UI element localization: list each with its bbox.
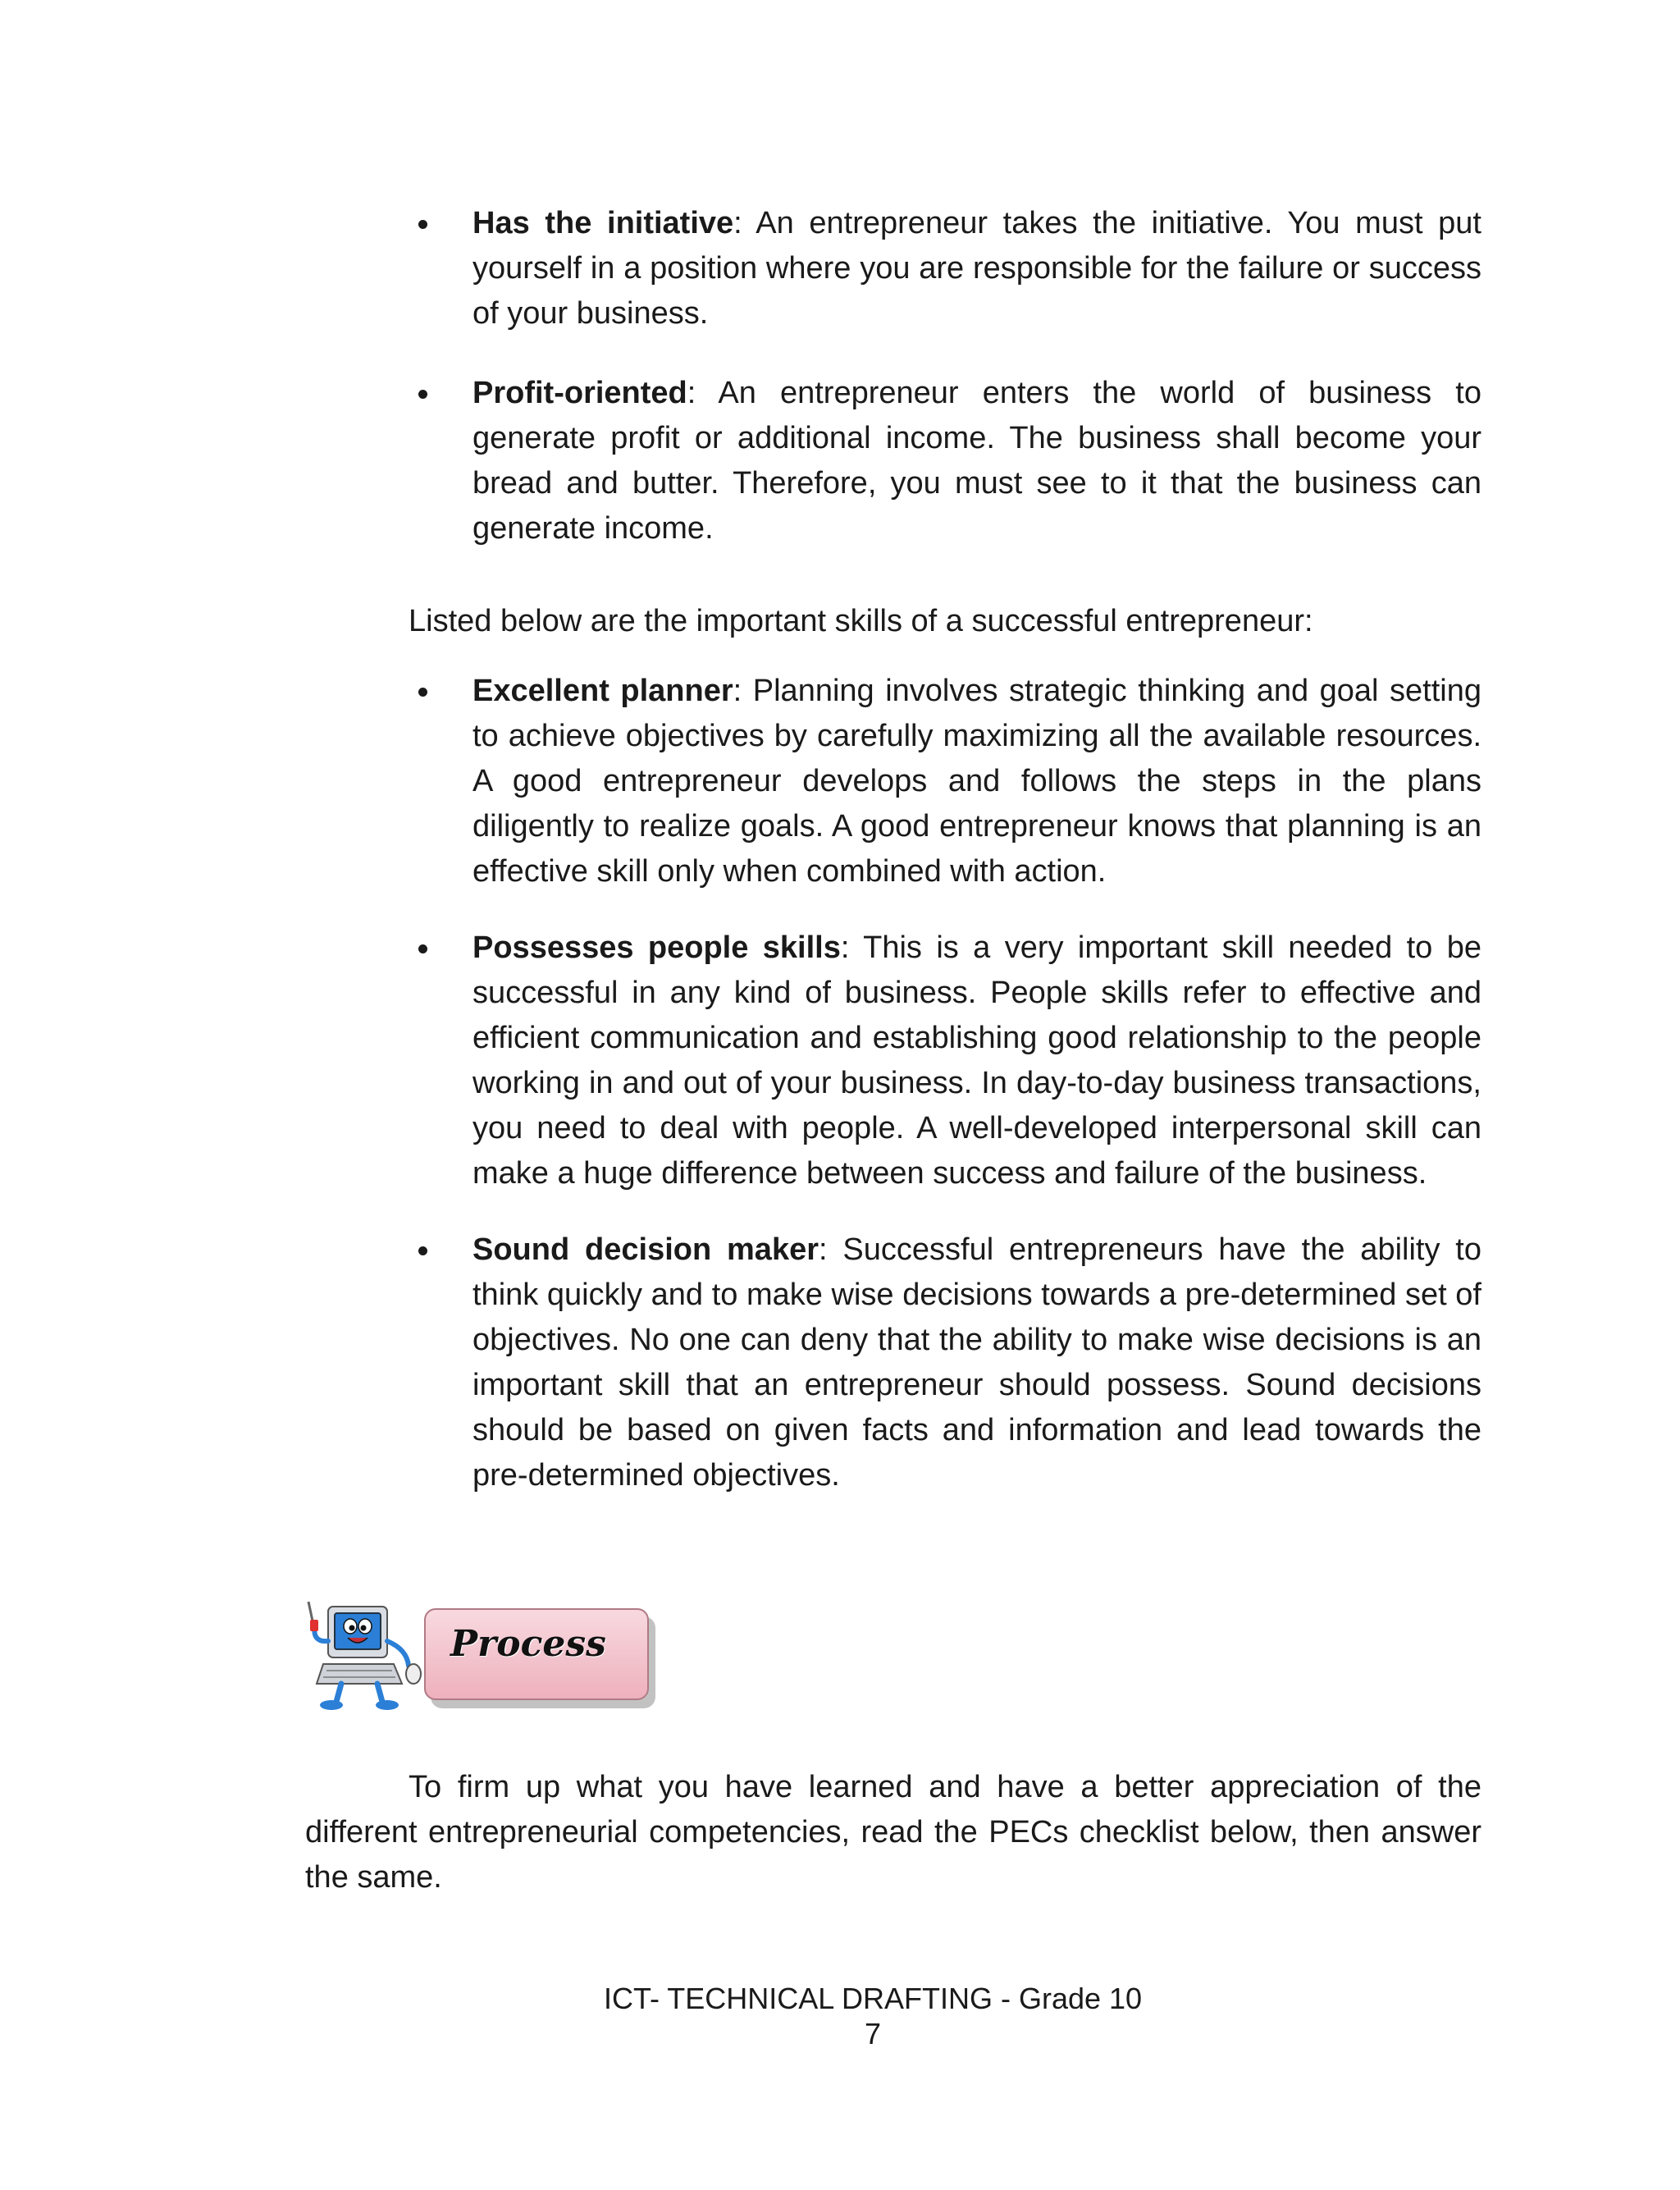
process-section-header <box>305 1584 666 1731</box>
trait-description: An entrepreneur enters the world of business to generate profit or additional income. The business shall become your bread and butter. Therefore, you must see to it that the business can generate income. <box>472 376 1481 546</box>
process-tab <box>424 1608 649 1700</box>
skill-term: Sound decision maker <box>472 1232 819 1267</box>
trait-term: Has the initiative <box>472 206 734 240</box>
list-item: Sound decision maker: Successful entrepreneurs have the ability to think quickly and to make wise decisions towards a pre-determined set of objectives. No one can deny that the ability to make wise decisions is an important skill that an entrepreneur should possess. Sound decisions should be based on given facts and information and lead towards the pre-determined objectives. <box>418 1228 1481 1498</box>
list-item: Has the initiative: An entrepreneur takes the initiative. You must put yourself in a position where you are responsible for the failure or success of your business. <box>418 201 1481 336</box>
skills-intro: Listed below are the important skills of a successful entrepreneur: <box>409 604 1313 638</box>
section-title: Process <box>450 1623 606 1665</box>
footer-title: ICT- TECHNICAL DRAFTING - Grade 10 <box>603 1982 1143 2015</box>
trait-description: An entrepreneur takes the initiative. You must put yourself in a position where you are responsible for the failure or success of your business. <box>472 206 1481 331</box>
skill-term: Possesses people skills <box>472 930 841 965</box>
skill-term: Excellent planner <box>472 674 733 708</box>
bullet-icon <box>418 220 427 229</box>
bullet-icon <box>418 688 427 697</box>
entrepreneur-skills-list <box>418 669 1481 1498</box>
entrepreneur-traits-list <box>418 201 1481 551</box>
skill-description: This is a very important skill needed to be successful in any kind of business. People skills refer to effective and efficient communication and establishing good relationship to the people working in and out of your business. In day-to-day business transactions, you need to deal with people. A well-developed interpersonal skill can make a huge difference between success and failure of the business. <box>472 930 1481 1191</box>
skill-description: Successful entrepreneurs have the ability to think quickly and to make wise decisions towards a pre-determined set of objectives. No one can deny that the ability to make wise decisions is an important skill that an entrepreneur should possess. Sound decisions should be based on given facts and information and lead towards the pre-determined objectives. <box>472 1232 1481 1493</box>
bullet-icon <box>418 1246 427 1255</box>
page-number: 7 <box>864 2017 882 2051</box>
computer-mascot-icon <box>305 1592 428 1715</box>
skill-description: Planning involves strategic thinking and goal setting to achieve objectives by carefully maximizing all the available resources. A good entrepreneur develops and follows the steps in the plans diligently to realize goals. A good entrepreneur knows that planning is an effective skill only when combined with action. <box>472 674 1481 889</box>
closing-paragraph: To firm up what you have learned and have a better appreciation of the different entrepreneurial competencies, read the PECs checklist below, then answer the same. <box>305 1770 1481 1895</box>
trait-term: Profit-oriented <box>472 376 687 410</box>
bullet-icon <box>418 944 427 953</box>
list-item: Profit-oriented: An entrepreneur enters the world of business to generate profit or additional income. The business shall become your bread and butter. Therefore, you must see to it that the business can generate income. <box>418 371 1481 551</box>
list-item: Excellent planner: Planning involves strategic thinking and goal setting to achieve objectives by carefully maximizing all the available resources. A good entrepreneur develops and follows the steps in the plans diligently to realize goals. A good entrepreneur knows that planning is an effective skill only when combined with action. <box>418 669 1481 894</box>
bullet-icon <box>418 390 427 399</box>
list-item: Possesses people skills: This is a very important skill needed to be successful in any kind of business. People skills refer to effective and efficient communication and establishing good relationship to the people working in and out of your business. In day-to-day business transactions, you need to deal with people. A well-developed interpersonal skill can make a huge difference between success and failure of the business. <box>418 926 1481 1196</box>
